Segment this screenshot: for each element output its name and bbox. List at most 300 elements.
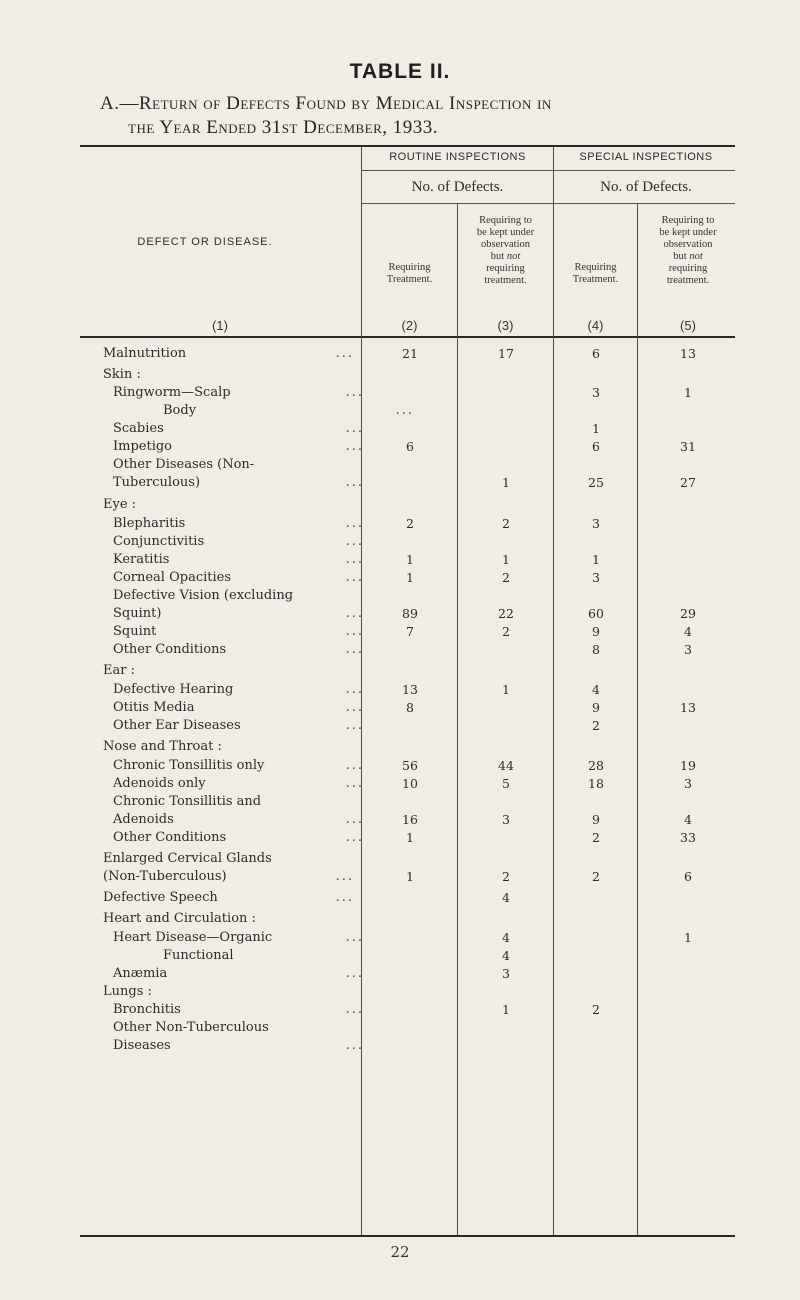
leader-dots: ... [345, 682, 364, 697]
row-label-text: Diseases [113, 1038, 174, 1053]
leader-dots: ... [345, 812, 364, 827]
subtitle-line-2: the Year Ended 31st December, 1933. [128, 117, 439, 138]
cell-c4: 9 [592, 624, 600, 639]
row-label [113, 811, 368, 829]
header-line: requiring [668, 263, 708, 274]
cell-c3: 2 [502, 516, 510, 531]
row-label-text: Blepharitis [113, 516, 188, 531]
row-label [113, 775, 368, 793]
cell-c3: 4 [502, 948, 510, 963]
row-label [103, 345, 358, 363]
table-row [0, 569, 800, 587]
table-row [0, 366, 800, 384]
cell-c2 [362, 456, 458, 474]
cell-c5 [638, 402, 738, 420]
table-row [0, 438, 800, 456]
cell-c4 [554, 1019, 638, 1037]
cell-c2: 1 [406, 830, 414, 845]
row-label [113, 1037, 368, 1055]
cell-c2: 1 [406, 869, 414, 884]
cell-c5: 1 [684, 930, 692, 945]
cell-c5 [638, 793, 738, 811]
row-label-text: Ringworm—Scalp [113, 385, 234, 400]
cell-c5: 3 [684, 776, 692, 791]
row-label-text: Skin : [103, 367, 144, 382]
cell-c2 [362, 496, 458, 514]
cell-c4 [554, 456, 638, 474]
cell-c4 [554, 496, 638, 514]
cell-c3: 17 [498, 346, 514, 361]
table-row [0, 623, 800, 641]
cell-c5 [638, 1001, 738, 1019]
cell-c2 [362, 983, 458, 1001]
leader-dots: ... [345, 930, 364, 945]
row-label-text: Defective Hearing [113, 682, 236, 697]
row-label [103, 850, 358, 868]
row-label [103, 910, 358, 928]
row-label-text: Chronic Tonsillitis only [113, 758, 267, 773]
table-row [0, 850, 800, 868]
cell-c4 [554, 793, 638, 811]
cell-c5: 4 [684, 624, 692, 639]
row-label [113, 829, 368, 847]
row-label [113, 456, 368, 474]
table-row [0, 1001, 800, 1019]
cell-c5: 27 [680, 475, 696, 490]
cell-c5 [638, 910, 738, 928]
cell-c3: 44 [498, 758, 514, 773]
cell-c4 [554, 983, 638, 1001]
cell-c5: 33 [680, 830, 696, 845]
cell-c3 [458, 402, 554, 420]
cell-c2 [362, 474, 458, 492]
cell-c5 [638, 456, 738, 474]
table-row [0, 515, 800, 533]
cell-c2 [362, 910, 458, 928]
leader-dots: ... [335, 890, 354, 905]
cell-c2 [362, 947, 458, 965]
cell-c2 [362, 533, 458, 551]
cell-c5 [638, 681, 738, 699]
cell-c5: 4 [684, 812, 692, 827]
header-num-5: (5) [680, 318, 696, 333]
cell-c3 [458, 587, 554, 605]
row-label-text: Keratitis [113, 552, 172, 567]
table-row [0, 456, 800, 474]
cell-c5 [638, 515, 738, 533]
cell-c5 [638, 947, 738, 965]
row-label-text: Scabies [113, 421, 167, 436]
header-num-1: (1) [212, 318, 228, 333]
leader-dots: ... [345, 776, 364, 791]
table-row [0, 605, 800, 623]
row-label-text: Other Conditions [113, 830, 229, 845]
cell-c5 [638, 965, 738, 983]
cell-c2 [362, 420, 458, 438]
leader-dots: ... [345, 830, 364, 845]
leader-dots: ... [345, 606, 364, 621]
row-label-text: Other Ear Diseases [113, 718, 244, 733]
cell-c4 [554, 662, 638, 680]
row-label-text: Eye : [103, 497, 139, 512]
row-label [113, 965, 368, 983]
table-row [0, 533, 800, 551]
cell-c3: 1 [502, 552, 510, 567]
row-label-text: Bronchitis [113, 1002, 184, 1017]
cell-c2: 56 [402, 758, 418, 773]
cell-c4 [554, 947, 638, 965]
subtitle-line-1: A.—Return of Defects Found by Medical Inspection in [100, 93, 552, 114]
table-row [0, 681, 800, 699]
cell-c2: 7 [406, 624, 414, 639]
cell-c5 [638, 569, 738, 587]
cell-c2 [362, 850, 458, 868]
row-label [113, 793, 368, 811]
row-label [113, 587, 368, 605]
row-label-text: Defective Vision (excluding [113, 588, 296, 603]
cell-c2 [362, 1037, 458, 1055]
cell-c2 [362, 1001, 458, 1019]
row-label [163, 402, 418, 420]
row-label-text: Other Conditions [113, 642, 229, 657]
cell-c4 [554, 965, 638, 983]
cell-c3 [458, 1019, 554, 1037]
cell-c4: 60 [588, 606, 604, 621]
row-label-text: Functional [163, 948, 237, 963]
cell-c4: 9 [592, 700, 600, 715]
leader-dots: ... [345, 758, 364, 773]
cell-c4: 9 [592, 812, 600, 827]
row-label-text: (Non-Tuberculous) [103, 869, 230, 884]
cell-c2 [362, 662, 458, 680]
cell-c2: 6 [406, 439, 414, 454]
row-label [113, 420, 368, 438]
row-label [113, 699, 368, 717]
cell-c4: 6 [592, 439, 600, 454]
row-label-text: Chronic Tonsillitis and [113, 794, 264, 809]
cell-c5 [638, 420, 738, 438]
cell-c4 [554, 889, 638, 907]
cell-c3 [458, 829, 554, 847]
cell-c3: 2 [502, 570, 510, 585]
cell-c4: 28 [588, 758, 604, 773]
cell-c2 [362, 1019, 458, 1037]
cell-c2 [362, 587, 458, 605]
row-label-text: Anæmia [113, 966, 170, 981]
cell-c4 [554, 533, 638, 551]
cell-c4: 1 [592, 421, 600, 436]
cell-c3 [458, 793, 554, 811]
cell-c3 [458, 738, 554, 756]
cell-c4: 1 [592, 552, 600, 567]
cell-c4: 18 [588, 776, 604, 791]
cell-c3 [458, 533, 554, 551]
cell-c5: 6 [684, 869, 692, 884]
table-row [0, 775, 800, 793]
row-label-text: Otitis Media [113, 700, 197, 715]
row-label-text: Tuberculous) [113, 475, 203, 490]
cell-c5 [638, 1019, 738, 1037]
header-defect-label: DEFECT OR DISEASE. [137, 236, 273, 248]
cell-c4 [554, 929, 638, 947]
cell-c4: 8 [592, 642, 600, 657]
row-label [113, 438, 368, 456]
cell-c4: 2 [592, 1002, 600, 1017]
table-row [0, 889, 800, 907]
cell-c5 [638, 717, 738, 735]
header-line: Treatment. [572, 274, 619, 285]
cell-c3 [458, 438, 554, 456]
cell-c5 [638, 889, 738, 907]
leader-dots: ... [345, 439, 364, 454]
cell-c3 [458, 983, 554, 1001]
table-row [0, 983, 800, 1001]
table-row [0, 868, 800, 886]
row-label-text: Corneal Opacities [113, 570, 234, 585]
leader-dots: ... [345, 966, 364, 981]
table-row [0, 829, 800, 847]
cell-c2 [362, 965, 458, 983]
leader-dots: ... [345, 570, 364, 585]
cell-c2: 89 [402, 606, 418, 621]
row-label-text: Other Non-Tuberculous [113, 1020, 272, 1035]
row-label-text: Heart Disease—Organic [113, 930, 275, 945]
row-label [103, 889, 358, 907]
header-routine: ROUTINE INSPECTIONS [389, 151, 526, 163]
row-label-text: Impetigo [113, 439, 175, 454]
row-label-text: Adenoids only [113, 776, 209, 791]
table-row [0, 757, 800, 775]
row-label [113, 681, 368, 699]
cell-c3 [458, 717, 554, 735]
cell-c2 [362, 641, 458, 659]
row-label-text: Malnutrition [103, 346, 189, 361]
row-label [103, 496, 358, 514]
row-label [113, 384, 368, 402]
cell-c5 [638, 850, 738, 868]
leader-dots: ... [345, 552, 364, 567]
cell-c3 [458, 496, 554, 514]
row-label-text: Other Diseases (Non- [113, 457, 257, 472]
row-label [113, 515, 368, 533]
row-label [113, 757, 368, 775]
row-label-text: Adenoids [113, 812, 177, 827]
header-line: Requiring [388, 262, 431, 273]
cell-c3 [458, 662, 554, 680]
cell-c5 [638, 533, 738, 551]
cell-c4 [554, 910, 638, 928]
cell-c3 [458, 850, 554, 868]
leader-dots: ... [345, 421, 364, 436]
table-row [0, 420, 800, 438]
table-row [0, 947, 800, 965]
cell-c3: 1 [502, 475, 510, 490]
cell-c3 [458, 366, 554, 384]
cell-c3: 3 [502, 812, 510, 827]
cell-c5 [638, 496, 738, 514]
cell-c4: 2 [592, 718, 600, 733]
row-label [103, 868, 358, 886]
cell-c5: 3 [684, 642, 692, 657]
cell-c4 [554, 1037, 638, 1055]
cell-c2 [362, 738, 458, 756]
row-label [103, 366, 358, 384]
cell-c2: 1 [406, 552, 414, 567]
cell-c3: 5 [502, 776, 510, 791]
cell-c2 [362, 929, 458, 947]
cell-c2: 21 [402, 346, 418, 361]
table-title: TABLE II. [349, 60, 451, 83]
header-line: be kept under [659, 227, 717, 238]
row-label [113, 929, 368, 947]
table-row [0, 965, 800, 983]
header-num-2: (2) [401, 318, 418, 333]
cell-c2: 8 [406, 700, 414, 715]
cell-c3: 1 [502, 682, 510, 697]
row-label [113, 569, 368, 587]
leader-dots: ... [335, 346, 354, 361]
header-routine-sub: No. of Defects. [411, 179, 504, 195]
header-special-sub: No. of Defects. [600, 179, 692, 195]
table-row [0, 793, 800, 811]
cell-c5: 31 [680, 439, 696, 454]
table-row [0, 384, 800, 402]
header-line: Treatment. [386, 274, 433, 285]
header-line: treatment. [666, 275, 710, 286]
leader-dots: ... [345, 385, 364, 400]
cell-c2 [362, 384, 458, 402]
cell-c4 [554, 850, 638, 868]
cell-c5 [638, 551, 738, 569]
row-label-text: Squint) [113, 606, 164, 621]
cell-c5: 1 [684, 385, 692, 400]
cell-c4: 3 [592, 516, 600, 531]
header-line: be kept under [476, 227, 535, 238]
cell-c5: 19 [680, 758, 696, 773]
cell-c3: 2 [502, 869, 510, 884]
leader-dots: ... [345, 1038, 364, 1053]
row-label-text: Nose and Throat : [103, 739, 225, 754]
leader-dots: ... [395, 403, 414, 418]
cell-c3: 4 [502, 890, 510, 905]
table-row [0, 551, 800, 569]
table-row [0, 402, 800, 420]
row-label [113, 717, 368, 735]
leader-dots: ... [345, 475, 364, 490]
table-row [0, 699, 800, 717]
cell-c5 [638, 738, 738, 756]
cell-c5: 13 [680, 346, 696, 361]
row-label-text: Squint [113, 624, 159, 639]
cell-c5 [638, 983, 738, 1001]
cell-c3 [458, 910, 554, 928]
table-row [0, 662, 800, 680]
leader-dots: ... [345, 642, 364, 657]
row-label [103, 983, 358, 1001]
cell-c4 [554, 402, 638, 420]
cell-c2: 1 [406, 570, 414, 585]
row-label [113, 551, 368, 569]
table-row [0, 929, 800, 947]
cell-c2 [362, 366, 458, 384]
leader-dots: ... [345, 700, 364, 715]
cell-c2: 10 [402, 776, 418, 791]
cell-c2: 13 [402, 682, 418, 697]
cell-c2: 2 [406, 516, 414, 531]
header-line: Requiring to [661, 215, 715, 226]
table-row [0, 641, 800, 659]
header-line: observation [663, 239, 713, 250]
cell-c5 [638, 587, 738, 605]
header-line: observation [481, 239, 530, 250]
cell-c3 [458, 456, 554, 474]
cell-c5 [638, 662, 738, 680]
row-label-text: Defective Speech [103, 890, 221, 905]
leader-dots: ... [345, 624, 364, 639]
page-number: 22 [390, 1243, 410, 1261]
table-row [0, 910, 800, 928]
leader-dots: ... [345, 718, 364, 733]
cell-c5 [638, 366, 738, 384]
table-row [0, 345, 800, 363]
table-row [0, 496, 800, 514]
cell-c3 [458, 384, 554, 402]
leader-dots: ... [345, 1002, 364, 1017]
cell-c4: 2 [592, 869, 600, 884]
row-label [113, 641, 368, 659]
cell-c4: 3 [592, 385, 600, 400]
cell-c4: 3 [592, 570, 600, 585]
cell-c3 [458, 1037, 554, 1055]
row-label-text: Conjunctivitis [113, 534, 207, 549]
header-line: treatment. [484, 275, 527, 286]
table-row [0, 738, 800, 756]
leader-dots: ... [345, 516, 364, 531]
cell-c4: 2 [592, 830, 600, 845]
header-line: requiring [486, 263, 525, 274]
row-label [113, 623, 368, 641]
cell-c5: 29 [680, 606, 696, 621]
header-line: Requiring to [479, 215, 532, 226]
table-row [0, 474, 800, 492]
header-line: but not [490, 251, 521, 262]
cell-c3 [458, 699, 554, 717]
row-label-text: Lungs : [103, 984, 155, 999]
header-num-4: (4) [587, 318, 604, 333]
cell-c2 [362, 717, 458, 735]
table-row [0, 811, 800, 829]
leader-dots: ... [345, 534, 364, 549]
cell-c4 [554, 738, 638, 756]
header-line: Requiring [574, 262, 617, 273]
cell-c5 [638, 1037, 738, 1055]
header-line: but not [673, 251, 703, 262]
row-label [103, 738, 358, 756]
header-num-3: (3) [497, 318, 514, 333]
cell-c3 [458, 641, 554, 659]
row-label [113, 474, 368, 492]
cell-c4 [554, 587, 638, 605]
cell-c2 [362, 793, 458, 811]
row-label [113, 605, 368, 623]
cell-c3: 3 [502, 966, 510, 981]
cell-c3: 1 [502, 1002, 510, 1017]
cell-c4 [554, 366, 638, 384]
cell-c3: 22 [498, 606, 514, 621]
row-label [113, 1019, 368, 1037]
cell-c5: 13 [680, 700, 696, 715]
table-row [0, 1037, 800, 1055]
